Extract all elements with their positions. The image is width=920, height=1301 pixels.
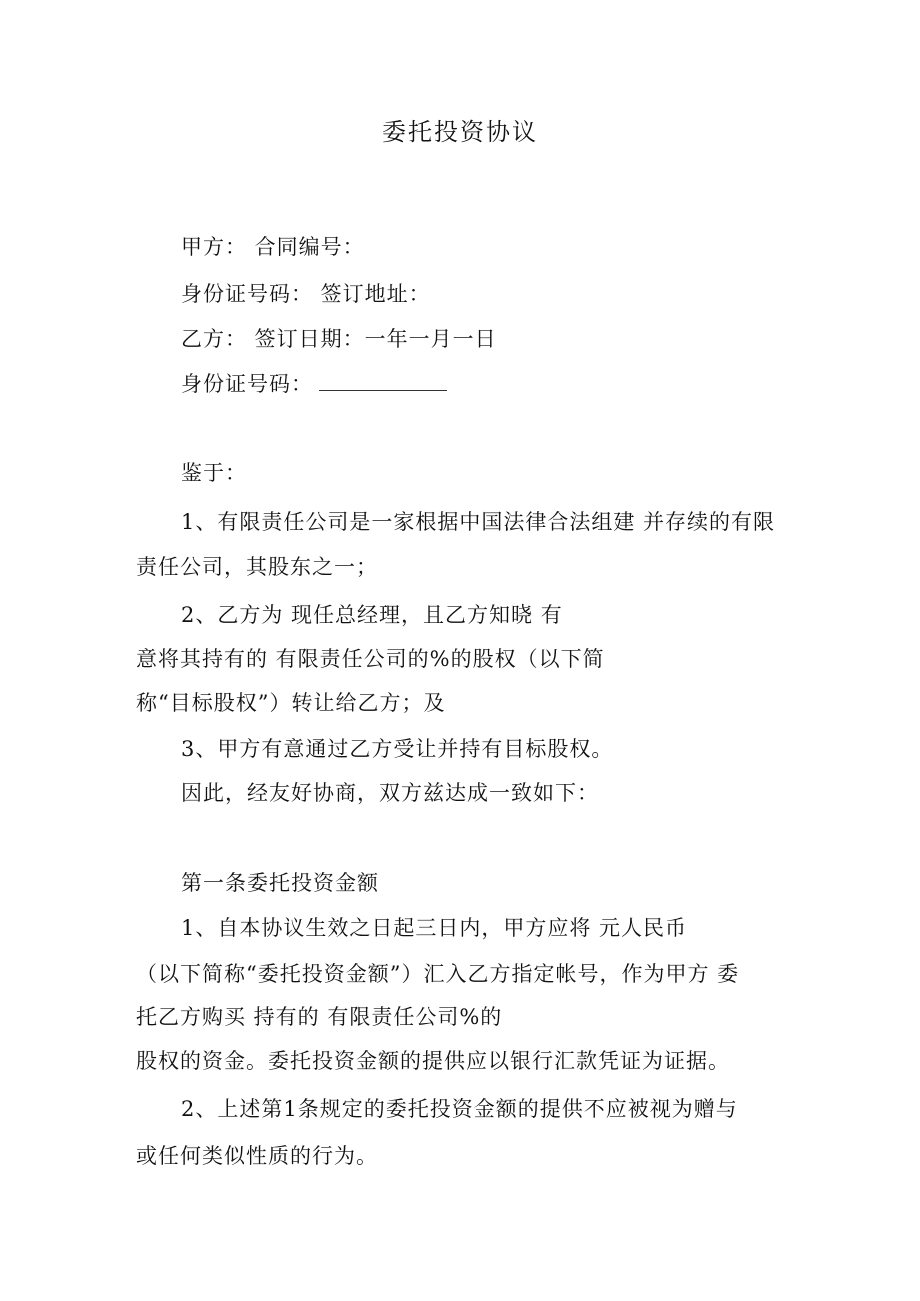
recital-2-line-1: 2、乙方为 现任总经理，且乙方知晓 有 [181,603,563,627]
recital-1-line-1: 1、有限责任公司是一家根据中国法律合法组建 并存续的有限 [181,510,776,534]
id-number-line-2 [181,370,447,398]
article-1-para-1-line-2: （以下简称“委托投资金额”）汇入乙方指定帐号，作为甲方 委 [136,962,740,986]
article-1-para-2-line-1: 2、上述第1条规定的委托投资金额的提供不应被视为赠与 [181,1097,738,1121]
party-a-line: 甲方： 合同编号： [181,235,365,259]
article-1-para-1-line-4: 股权的资金。委托投资金额的提供应以银行汇款凭证为证据。 [136,1049,730,1073]
recital-2-line-2: 意将其持有的 有限责任公司的%的股权（以下简 [136,647,605,671]
id-number-line-1: 身份证号码： 签订地址： [181,282,431,306]
recital-2-line-3: 称“目标股权”）转让给乙方；及 [136,691,446,715]
id-number-label: 身份证号码： [181,372,313,396]
document-title: 委托投资协议 [382,118,538,146]
article-1-para-2-line-2: 或任何类似性质的行为。 [136,1144,378,1168]
recital-3: 3、甲方有意通过乙方受让并持有目标股权。 [181,737,614,761]
recitals-conclusion: 因此，经友好协商，双方兹达成一致如下： [181,781,599,805]
article-1-para-1-line-1: 1、自本协议生效之日起三日内，甲方应将 元人民币 [181,916,688,940]
id-number-blank [319,372,447,391]
party-b-line: 乙方： 签订日期：一年一月一日 [181,327,497,351]
recitals-intro: 鉴于： [181,461,247,485]
article-1-heading: 第一条委托投资金额 [181,871,379,895]
recital-1-line-2: 责任公司，其股东之一； [136,555,378,579]
article-1-para-1-line-3: 托乙方购买 持有的 有限责任公司%的 [136,1005,503,1029]
